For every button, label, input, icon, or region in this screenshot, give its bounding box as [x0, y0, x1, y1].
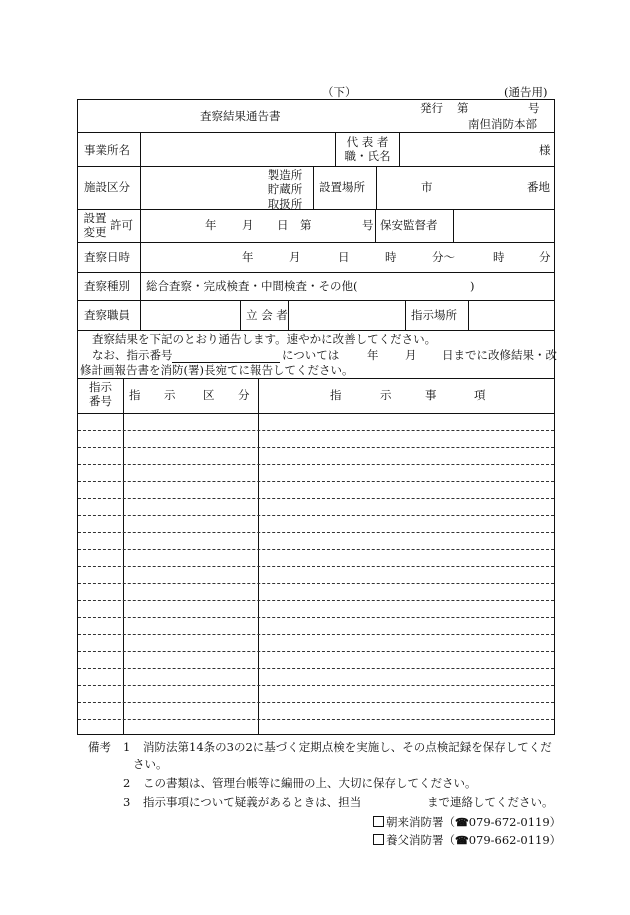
rule [78, 272, 554, 273]
table-row [78, 651, 554, 652]
label-witness: 立 会 者 [246, 308, 288, 322]
contact-tel: 079-672-0119 [468, 815, 550, 829]
permit-go: 号 [362, 218, 374, 232]
notice-line2e: 日までに改修結果・改 [442, 348, 557, 362]
dt-year: 年 [242, 250, 254, 264]
label-location: 設置場所 [319, 180, 365, 194]
inspection-type-close: ) [470, 279, 475, 293]
notice-line3: 修計画報告書を消防(署)長宛てに報告してください。 [80, 363, 354, 377]
th-category-3: 区 [203, 388, 215, 402]
suffix-sama: 様 [539, 143, 551, 157]
contact-name: 朝来消防署 [386, 815, 444, 829]
table-row [78, 583, 554, 584]
rule [375, 209, 376, 242]
remarks-label: 備考 [88, 740, 111, 754]
issue-go: 号 [528, 101, 540, 115]
label-usage: (通告用) [504, 85, 548, 99]
label-instruction-place: 指示場所 [411, 308, 457, 322]
table-row [78, 430, 554, 431]
checkbox-icon[interactable] [373, 834, 384, 845]
rule [140, 272, 141, 300]
th-number-top: 指示 [89, 380, 112, 394]
contact-asago: 朝来消防署（☎079-672-0119） [373, 816, 561, 829]
remark-1-text: 消防法第14条の3の2に基づく定期点検を実施し、その点検記録を保存してくだ [143, 740, 552, 754]
rule [468, 300, 469, 330]
th-number-bottom: 番号 [89, 393, 112, 408]
th-instruction-number [78, 381, 123, 409]
label-safety-supervisor: 保安監督者 [380, 218, 438, 232]
remark-1-num: 1 [123, 740, 131, 754]
rule [140, 209, 141, 242]
form-title: 査察結果通告書 [200, 109, 281, 123]
table-row [78, 668, 554, 669]
type-seizosho: 製造所 [267, 168, 303, 182]
remark-1-text2: さい。 [133, 757, 168, 771]
remark-2-num: 2 [123, 776, 131, 790]
rule [140, 166, 141, 209]
table-row [78, 719, 554, 720]
issuer-name: 南但消防本部 [468, 117, 537, 131]
rule [405, 300, 406, 330]
table-row [78, 685, 554, 686]
label-inspection-datetime: 査察日時 [84, 250, 130, 264]
label-lower: （下） [322, 85, 357, 99]
rule [240, 300, 241, 330]
rep-line1: 代 表 者 [346, 135, 389, 149]
contact-name: 養父消防署 [386, 833, 444, 847]
table-row [78, 481, 554, 482]
remark-3-text: 指示事項について疑義があるときは、担当 [143, 795, 362, 809]
notice-line2d: 月 [405, 348, 417, 362]
rule [78, 242, 554, 243]
table-row [78, 498, 554, 499]
table-row [78, 566, 554, 567]
permit-year: 年 [205, 218, 217, 232]
rule [376, 166, 377, 209]
table-row [78, 549, 554, 550]
rule [288, 300, 289, 330]
label-install: 設置 [83, 211, 107, 225]
phone-icon: ☎ [455, 816, 469, 829]
rule [78, 330, 554, 331]
dt-day: 日 [338, 250, 350, 264]
suffix-banchi: 番地 [527, 180, 550, 194]
inspection-notice-form [77, 99, 555, 735]
dt-month: 月 [289, 250, 301, 264]
label-business-name: 事業所名 [84, 143, 130, 157]
rule [78, 132, 554, 133]
dt-minute-from: 分～ [432, 250, 455, 264]
table-row [78, 617, 554, 618]
table-row [78, 634, 554, 635]
remark-3-text2: まで連絡してください。 [427, 795, 554, 809]
table-row [78, 464, 554, 465]
table-row [78, 515, 554, 516]
dt-hour: 時 [385, 250, 397, 264]
dt-minute-to: 分 [539, 250, 551, 264]
rule [123, 378, 124, 735]
label-inspector: 査察職員 [84, 308, 130, 322]
table-row [78, 532, 554, 533]
notice-line2c: 年 [367, 348, 379, 362]
rule [313, 166, 314, 209]
label-install-change [81, 212, 109, 240]
th-matter-3: 事 [425, 388, 437, 402]
table-row [78, 447, 554, 448]
remark-2-text: この書類は、管理台帳等に編冊の上、大切に保存してください。 [143, 776, 477, 790]
facility-types [258, 168, 312, 211]
label-change: 変更 [83, 224, 107, 239]
rule [78, 378, 554, 379]
table-row [78, 600, 554, 601]
notice-line2b: については [282, 348, 340, 362]
permit-dai: 第 [300, 218, 312, 232]
suffix-shi: 市 [421, 180, 433, 194]
type-toriatsukaisho: 取扱所 [267, 196, 303, 211]
notice-line2a: なお、指示番号 [92, 348, 173, 362]
label-permit: 許可 [110, 218, 133, 232]
checkbox-icon[interactable] [373, 816, 384, 827]
permit-day: 日 [277, 218, 289, 232]
label-inspection-type: 査察種別 [84, 279, 130, 293]
rule [140, 132, 141, 166]
rep-line2: 職・氏名 [344, 148, 391, 163]
type-chozosho: 貯蔵所 [267, 182, 303, 197]
th-matter-2: 示 [380, 388, 392, 402]
permit-month: 月 [242, 218, 254, 232]
th-matter-4: 項 [474, 388, 486, 402]
th-category-4: 分 [238, 388, 250, 402]
phone-icon: ☎ [455, 834, 469, 847]
rule [399, 132, 400, 166]
table-row [78, 702, 554, 703]
label-representative [336, 136, 399, 164]
label-facility-category: 施設区分 [84, 180, 130, 194]
contact-yabu: 養父消防署（☎079-662-0119） [373, 834, 561, 847]
rule [78, 166, 554, 167]
rule [140, 300, 141, 330]
th-category-2: 示 [164, 388, 176, 402]
rule [78, 413, 554, 414]
notice-line1: 査察結果を下記のとおり通告します。速やかに改善してください。 [92, 332, 437, 346]
rule [140, 242, 141, 272]
issue-hakko: 発行 [420, 101, 443, 115]
dt-hour-to: 時 [493, 250, 505, 264]
rule [453, 209, 454, 242]
remark-3-num: 3 [123, 795, 131, 809]
rule [258, 378, 259, 735]
rule [78, 300, 554, 301]
th-category-1: 指 [129, 388, 141, 402]
th-matter-1: 指 [330, 388, 342, 402]
inspection-type-options: 総合査察・完成検査・中間検査・その他( [146, 279, 358, 293]
contact-tel: 079-662-0119 [468, 833, 550, 847]
issue-dai: 第 [457, 101, 469, 115]
rule [78, 209, 554, 210]
